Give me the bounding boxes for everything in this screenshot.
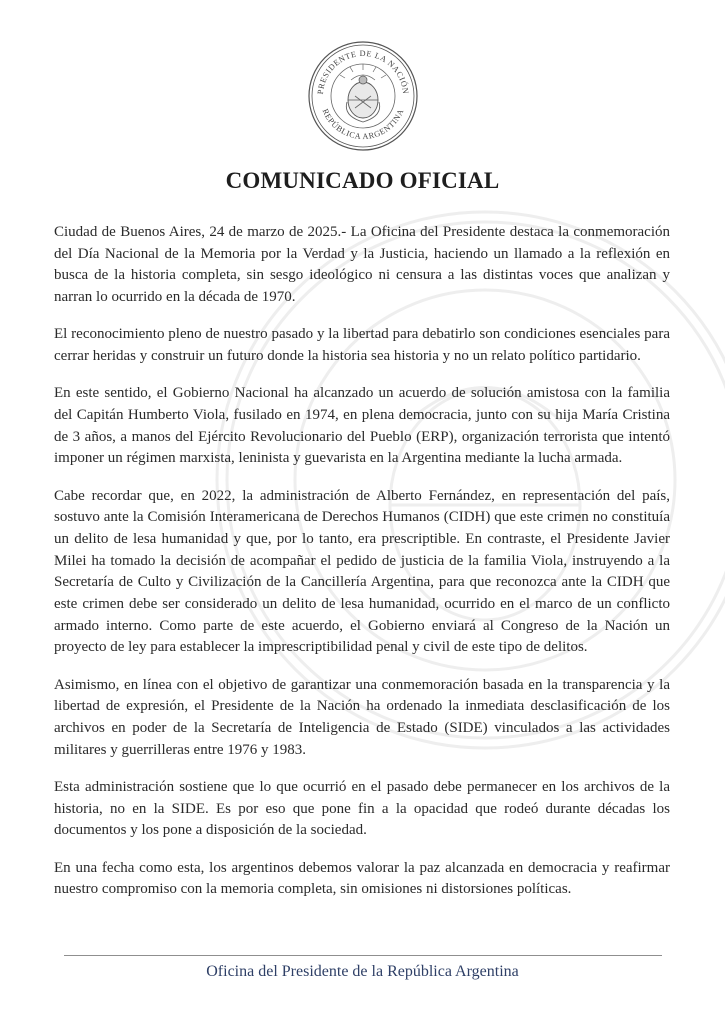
footer-office-name: Oficina del Presidente de la República Argentina [206,963,519,980]
footer-divider [64,955,662,956]
paragraph: En una fecha como esta, los argentinos debemos valorar la paz alcanzada en democracia y reafirmar nuestro compromiso con la memoria completa, sin omisiones ni distorsiones políticas. [54,859,670,898]
document-body [54,222,670,916]
presidential-seal-icon [307,40,419,152]
paragraph: Ciudad de Buenos Aires, 24 de marzo de 2025.- La Oficina del Presidente destaca la conmemoración del Día Nacional de la Memoria por la Verdad y la Justicia, haciendo un llamado a la reflexión en busca de la historia completa, sin sesgo ideológico ni censura a las distintas voces que analizan y narran lo ocurrido en la década de 1970. [54,224,670,306]
paragraph: Cabe recordar que, en 2022, la administración de Alberto Fernández, en representación del país, sostuvo ante la Comisión Interamericana de Derechos Humanos (CIDH) que este crimen no constituía un delito de lesa humanidad y que, por lo tanto, era prescriptible. En contraste, el Presidente Javier Milei ha tomado la decisión de acompañar el pedido de justicia de la familia Viola, instruyendo a la Secretaría de Culto y Civilización de la Cancillería Argentina, para que reconozca ante la CIDH que este crimen debe ser considerado un delito de lesa humanidad, ocurrido en el marco de un conflicto armado interno. Como parte de este acuerdo, el Gobierno enviará al Congreso de la Nación un proyecto de ley para establecer la imprescriptibilidad penal y civil de este tipo de delitos. [54,487,670,656]
paragraph: Asimismo, en línea con el objetivo de garantizar una conmemoración basada en la transparencia y la libertad de expresión, el Presidente de la Nación ha ordenado la inmediata desclasificación de los archivos en poder de la Secretaría de Inteligencia de Estado (SIDE) vinculados a las actividades militares y guerrilleras entre 1976 y 1983. [54,676,670,758]
seal-text-bottom: REPÚBLICA ARGENTINA [320,107,406,142]
seal-text-top: PRESIDENTE DE LA NACIÓN [315,48,411,95]
paragraph: Esta administración sostiene que lo que ocurrió en el pasado debe permanecer en los archivos de la historia, no en la SIDE. Es por eso que pone fin a la opacidad que rodeó durante décadas los documentos y los pone a disposición de la sociedad. [54,778,670,839]
document-title: COMUNICADO OFICIAL [225,168,500,193]
paragraph: En este sentido, el Gobierno Nacional ha alcanzado un acuerdo de solución amistosa con la familia del Capitán Humberto Viola, fusilado en 1974, en plena democracia, junto con su hija María Cristina de 3 años, a manos del Ejército Revolucionario del Pueblo (ERP), organización terrorista que intentó imponer un régimen marxista, leninista y guevarista en la Argentina mediante la lucha armada. [54,385,670,467]
paragraph: El reconocimiento pleno de nuestro pasado y la libertad para debatirlo son condiciones esenciales para cerrar heridas y construir un futuro donde la historia sea historia y no un relato político partidario. [54,326,670,365]
